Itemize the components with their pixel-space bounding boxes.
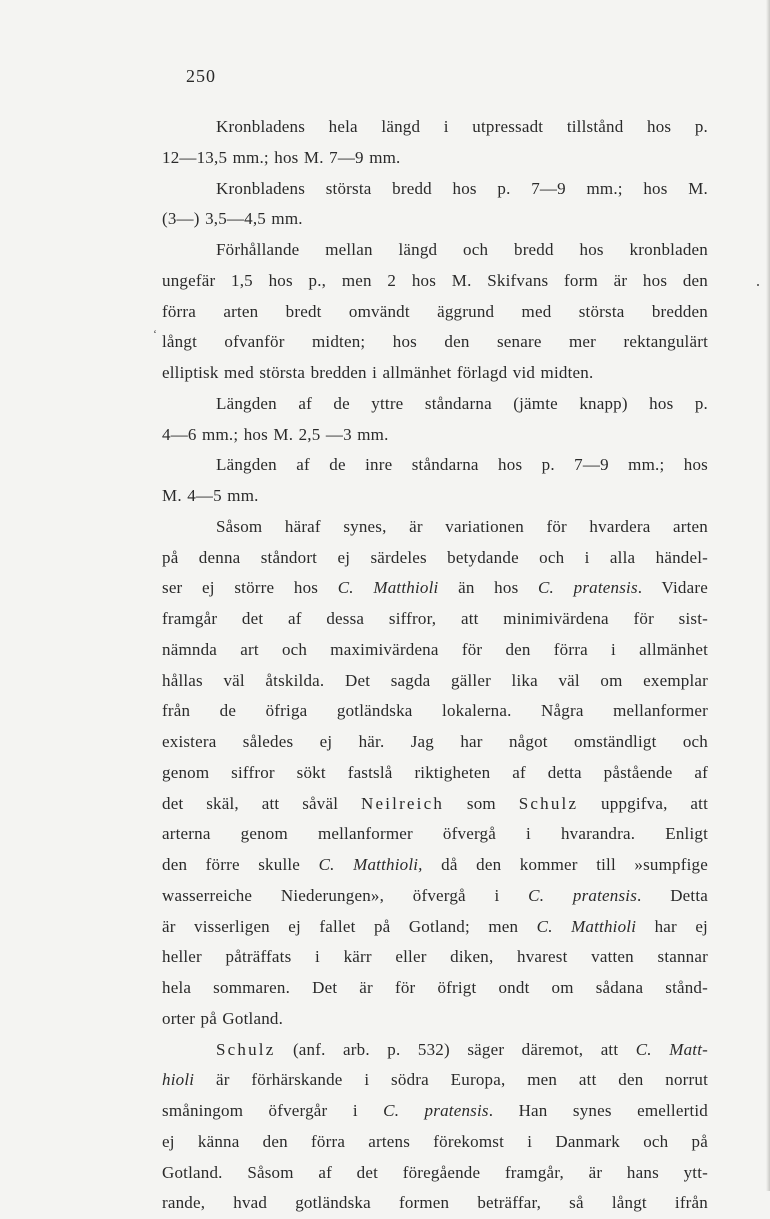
text-line <box>162 204 708 235</box>
text-segment: framgår det af dessa siffror, att minimivärdena för sist- <box>162 609 708 628</box>
text-line <box>162 573 708 604</box>
margin-mark: ‘ <box>153 327 157 341</box>
italic-text: C. Matt- <box>635 1039 708 1059</box>
text-line <box>162 1004 708 1035</box>
text-line <box>162 297 708 328</box>
text-segment: än hos <box>438 578 539 598</box>
text-line <box>162 758 708 789</box>
text-segment: det skäl, att såväl <box>162 793 361 813</box>
text-segment: heller påträffats i kärr eller diken, hvarest vatten stannar <box>162 947 708 967</box>
text-segment: elliptisk med största bredden i allmänhet förlagd vid midten. <box>162 363 594 382</box>
text-segment: . Vidare <box>637 578 708 598</box>
text-line <box>162 1127 708 1158</box>
text-line <box>162 942 708 973</box>
text-line <box>162 850 708 881</box>
spaced-name: Schulz <box>216 1039 276 1059</box>
text-segment: rande, hvad gotländska formen beträffar, så långt ifrån <box>162 1193 708 1213</box>
text-segment: är visserligen ej fallet på Gotland; men <box>162 916 537 936</box>
text-segment: . Detta <box>637 885 709 905</box>
page-number: 250 <box>186 66 216 86</box>
text-segment: är förhärskande i södra Europa, men att den norrut <box>194 1070 708 1090</box>
text-line <box>162 143 708 174</box>
spaced-name: Neilreich <box>361 793 445 813</box>
text-segment: på denna ståndort ej särdeles betydande och i alla händel- <box>162 547 708 567</box>
text-line <box>162 174 708 205</box>
text-line <box>162 727 708 758</box>
scan-speck <box>757 284 759 286</box>
text-line <box>162 666 708 697</box>
text-line <box>162 696 708 727</box>
text-segment: hela sommaren. Det är för öfrigt ondt om sådana stånd- <box>162 978 708 997</box>
text-line <box>162 819 708 850</box>
text-segment: existera således ej här. Jag har något omständligt och <box>162 732 708 751</box>
text-segment: den förre skulle <box>162 855 319 874</box>
text-segment: småningom öfvergår i <box>162 1101 384 1120</box>
text-line <box>162 604 708 635</box>
text-segment: från de öfriga gotländska lokalerna. Några mellanformer <box>162 701 708 721</box>
italic-text: C. pratensis <box>538 578 638 598</box>
text-segment: (anf. arb. p. 532) säger däremot, att <box>275 1039 636 1059</box>
text-segment: som <box>444 793 519 813</box>
text-line <box>162 389 708 420</box>
text-segment: . Han synes emellertid <box>488 1101 708 1120</box>
text-segment: 4—6 mm.; hos M. 2,5 —3 mm. <box>162 424 389 444</box>
text-line <box>162 450 708 481</box>
text-line <box>162 112 708 143</box>
text-segment: orter på Gotland. <box>162 1008 284 1028</box>
italic-text: C. pratensis <box>528 885 638 905</box>
text-segment: Längden af de inre ståndarna hos p. 7—9 mm.; hos <box>216 455 708 475</box>
text-segment: Längden af de yttre ståndarna (jämte knapp) hos p. <box>216 393 708 413</box>
body-text <box>162 112 708 1219</box>
text-segment: uppgifva, att <box>578 793 708 813</box>
text-segment: nämnda art och maximivärdena för den förra i allmänhet <box>162 639 708 659</box>
text-segment: ser ej större hos <box>162 578 338 598</box>
text-segment: hållas väl åtskilda. Det sagda gäller lika väl om exemplar <box>162 670 708 690</box>
text-line <box>162 543 708 574</box>
text-line <box>162 881 708 912</box>
italic-text: hioli <box>162 1070 195 1090</box>
text-line <box>162 266 708 297</box>
text-segment: 12—13,5 mm.; hos M. 7—9 mm. <box>162 147 401 167</box>
text-line <box>162 235 708 266</box>
text-segment: Kronbladens hela längd i utpressadt tillstånd hos p. <box>216 117 708 136</box>
text-segment: ungefär 1,5 hos p., men 2 hos M. Skifvans form är hos den <box>162 270 708 290</box>
text-segment: förra arten bredt omvändt äggrund med största bredden <box>162 301 708 321</box>
text-segment: wasserreiche Niederungen», öfvergå i <box>162 885 529 905</box>
italic-text: C. Matthioli, <box>318 855 423 874</box>
text-line <box>162 1096 708 1127</box>
text-line <box>162 481 708 512</box>
text-segment: Förhållande mellan längd och bredd hos kronbladen <box>216 240 708 259</box>
text-segment: Gotland. Såsom af det föregående framgår, är hans ytt- <box>162 1162 708 1182</box>
text-line <box>162 789 708 820</box>
text-line <box>162 1065 708 1096</box>
page-edge-shadow <box>766 0 770 1191</box>
text-segment: långt ofvanför midten; hos den senare mer rektangulärt <box>162 332 708 352</box>
text-segment: genom siffror sökt fastslå riktigheten af detta påstående af <box>162 762 708 782</box>
text-segment: då den kommer till »sumpfige <box>422 855 708 874</box>
text-line <box>162 1035 708 1066</box>
italic-text: C. Matthioli <box>536 916 637 936</box>
text-segment: (3—) 3,5—4,5 mm. <box>162 209 303 229</box>
text-segment: Kronbladens största bredd hos p. 7—9 mm.; hos M. <box>216 178 708 198</box>
text-line <box>162 1158 708 1189</box>
text-line <box>162 1188 708 1219</box>
text-segment: M. 4—5 mm. <box>162 486 259 505</box>
text-line <box>162 973 708 1004</box>
text-segment: arterna genom mellanformer öfvergå i hvarandra. Enligt <box>162 824 708 844</box>
text-segment: Såsom häraf synes, är variationen för hvardera arten <box>216 516 708 536</box>
text-line <box>162 327 708 358</box>
text-segment: ej känna den förra artens förekomst i Danmark och på <box>162 1131 708 1151</box>
italic-text: C. pratensis <box>383 1101 489 1120</box>
text-line <box>162 358 708 389</box>
spaced-name: Schulz <box>518 793 579 813</box>
text-line <box>162 635 708 666</box>
text-line <box>162 512 708 543</box>
text-line <box>162 912 708 943</box>
text-line <box>162 420 708 451</box>
text-segment: har ej <box>636 916 708 936</box>
italic-text: C. Matthioli <box>337 578 439 598</box>
